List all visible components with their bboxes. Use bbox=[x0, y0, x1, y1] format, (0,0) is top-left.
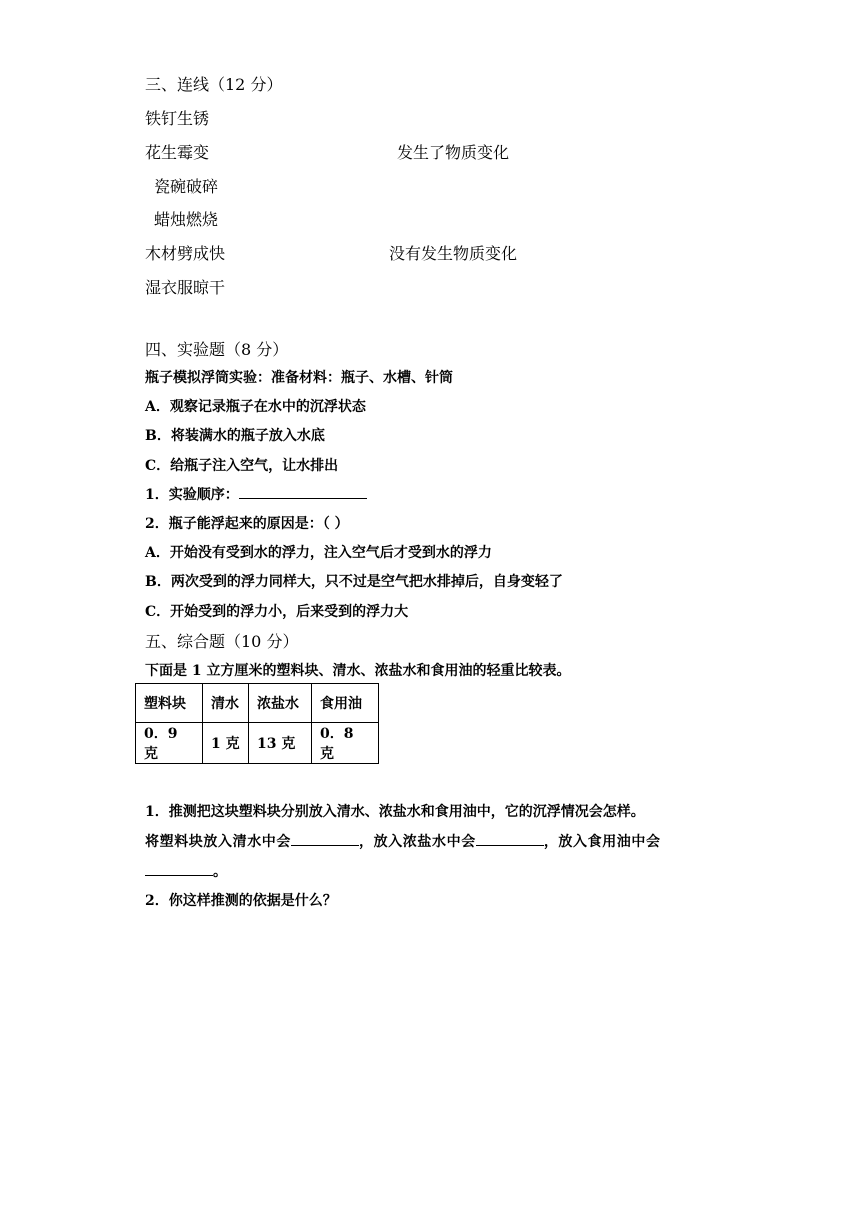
table-cell: 0．8 克 bbox=[312, 723, 379, 764]
match-left-item: 花生霉变 bbox=[145, 143, 210, 162]
question-predict: 1．推测把这块塑料块分别放入清水、浓盐水和食用油中，它的沉浮情况会怎样。 bbox=[145, 804, 645, 820]
table-header-cell: 浓盐水 bbox=[249, 684, 312, 723]
question-basis: 2．你这样推测的依据是什么？ bbox=[145, 893, 337, 909]
experiment-step: A．观察记录瓶子在水中的沉浮状态 bbox=[145, 399, 366, 415]
table-cell: 13 克 bbox=[249, 723, 312, 764]
experiment-step: C．给瓶子注入空气，让水排出 bbox=[145, 458, 339, 474]
answer-blank[interactable] bbox=[476, 833, 544, 846]
table-row bbox=[136, 723, 379, 764]
question-order-text: 1．实验顺序： bbox=[145, 487, 239, 503]
section-3-title: 三、连线（12 分） bbox=[145, 75, 283, 94]
fill-text: 。 bbox=[213, 864, 227, 880]
table-header-cell: 塑料块 bbox=[136, 684, 203, 723]
experiment-intro: 瓶子模拟浮筒实验：准备材料：瓶子、水槽、针筒 bbox=[145, 370, 453, 386]
match-left-item: 蜡烛燃烧 bbox=[154, 210, 219, 229]
experiment-step: B．将装满水的瓶子放入水底 bbox=[145, 428, 325, 444]
table-cell: 0．9 克 bbox=[136, 723, 203, 764]
weight-comparison-table bbox=[135, 683, 379, 764]
fill-text: ，放入浓盐水中会 bbox=[359, 834, 476, 850]
fill-in-line-2 bbox=[145, 861, 227, 881]
table-header-cell: 清水 bbox=[203, 684, 249, 723]
question-reason: 2．瓶子能浮起来的原因是：（ ） bbox=[145, 516, 349, 532]
answer-blank[interactable] bbox=[145, 863, 213, 876]
table-cell: 1 克 bbox=[203, 723, 249, 764]
match-right-item: 没有发生物质变化 bbox=[389, 244, 518, 263]
question-order bbox=[145, 484, 367, 504]
table-header-cell: 食用油 bbox=[312, 684, 379, 723]
match-left-item: 木材劈成快 bbox=[145, 244, 226, 263]
table-intro: 下面是 1 立方厘米的塑料块、清水、浓盐水和食用油的轻重比较表。 bbox=[145, 663, 571, 679]
answer-blank[interactable] bbox=[291, 833, 359, 846]
answer-option: B．两次受到的浮力同样大，只不过是空气把水排掉后，自身变轻了 bbox=[145, 574, 563, 590]
fill-in-line bbox=[145, 831, 661, 851]
match-left-item: 铁钉生锈 bbox=[145, 109, 210, 128]
fill-text: 将塑料块放入清水中会 bbox=[145, 834, 291, 850]
table-header-row bbox=[136, 684, 379, 723]
fill-text: ，放入食用油中会 bbox=[543, 834, 661, 850]
match-left-item: 湿衣服晾干 bbox=[145, 278, 226, 297]
answer-option: C．开始受到的浮力小，后来受到的浮力大 bbox=[145, 604, 409, 620]
section-5-title: 五、综合题（10 分） bbox=[145, 632, 299, 651]
section-4-title: 四、实验题（8 分） bbox=[145, 340, 289, 359]
match-right-item: 发生了物质变化 bbox=[397, 143, 510, 162]
answer-option: A．开始没有受到水的浮力，注入空气后才受到水的浮力 bbox=[145, 545, 492, 561]
answer-blank[interactable] bbox=[239, 486, 367, 499]
match-left-item: 瓷碗破碎 bbox=[154, 177, 219, 196]
